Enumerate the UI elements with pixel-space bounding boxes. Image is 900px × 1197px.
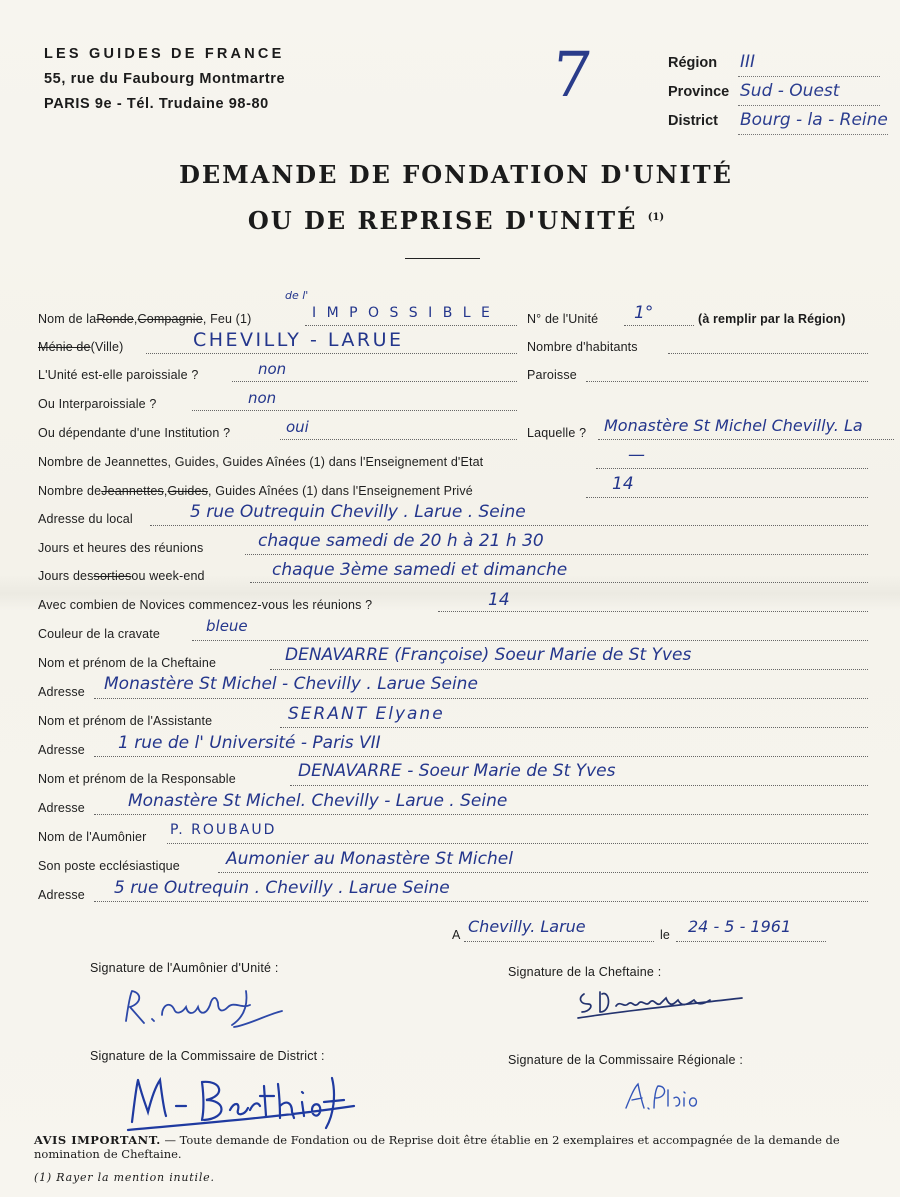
institution-value: oui [286,418,309,436]
field-label: Son poste ecclésiastique [38,859,180,873]
field-label: A [452,928,461,942]
dotted-line [232,381,517,382]
sig-label-regionale: Signature de la Commissaire Régionale : [508,1053,743,1067]
field-label: Nom et prénom de la Responsable [38,772,236,786]
dotted-line [167,843,868,844]
dotted-line [192,640,868,641]
field-label: Paroisse [527,368,577,382]
reunions-value: chaque samedi de 20 h à 21 h 30 [258,531,544,551]
dotted-line [586,497,868,498]
dotted-line [94,814,868,815]
dotted-line [668,353,868,354]
dotted-line [290,785,868,786]
assistante-adresse-value: 1 rue de l' Université - Paris VII [118,733,381,753]
title-divider [405,258,480,259]
field-paroisse [527,354,577,382]
province-value: Sud - Ouest [738,77,880,106]
date-value: 24 - 5 - 1961 [688,917,792,936]
field-label: L'Unité est-elle paroissiale ? [38,368,199,382]
aumonier-value: P. ROUBAUD [170,822,277,838]
dotted-line [438,611,868,612]
district-value: Bourg - la - Reine [738,106,888,135]
cheftaine-adresse-value: Monastère St Michel - Chevilly . Larue Seine [104,674,478,694]
field-note-region [698,298,846,326]
aumonier-signature [118,985,288,1031]
field-label: Couleur de la cravate [38,627,160,641]
paroissiale-value: non [258,360,287,378]
sorties-value: chaque 3ème samedi et dimanche [272,560,568,580]
dotted-line [305,325,517,326]
struck-option: Compagnie [137,312,203,326]
cravate-value: bleue [206,617,248,635]
unit-name-value: I M P O S S I B L E [312,305,493,321]
field-label: Ou dépendante d'une Institution ? [38,426,231,440]
field-label: Nombre de Jeannettes, Guides, Guides Aînées (1) dans l'Enseignement d'Etat [38,455,484,469]
field-paroissiale [38,354,198,382]
field-aumonier-adresse [38,874,85,902]
cheftaine-signature [570,982,750,1024]
dotted-line [150,525,868,526]
field-label: Nom et prénom de la Cheftaine [38,656,217,670]
field-label: Adresse [38,685,85,699]
org-city-phone: PARIS 9e - Tél. Trudaine 98-80 [44,96,269,112]
region-value: III [738,48,880,77]
aumonier-adresse-value: 5 rue Outrequin . Chevilly . Larue Seine [114,878,450,898]
important-notice [34,1133,864,1161]
field-label: Laquelle ? [527,426,587,440]
dotted-line [596,468,868,469]
sig-label-cheftaine: Signature de la Cheftaine : [508,965,662,979]
struck-option: sorties [93,569,132,583]
field-habitants [527,326,638,354]
field-label: Avec combien de Novices commencez-vous les réunions ? [38,598,373,612]
field-label: , [163,484,168,498]
prive-value: 14 [612,474,634,494]
org-name: LES GUIDES DE FRANCE [44,46,285,62]
field-label: Nom de l'Aumônier [38,830,147,844]
field-label: le [660,928,671,942]
field-label: Adresse du local [38,512,133,526]
dotted-line [146,353,517,354]
field-enseignement-prive [38,470,473,498]
unit-number-value: 1° [634,303,654,323]
field-label: Adresse [38,801,85,815]
sig-label-district: Signature de la Commissaire de District : [90,1049,325,1063]
dotted-line [270,669,868,670]
responsable-value: DENAVARRE - Soeur Marie de St Yves [298,761,616,781]
field-label: , Feu (1) [202,312,252,326]
province-label: Province [668,84,730,100]
responsable-adresse-value: Monastère St Michel. Chevilly - Larue . Seine [128,791,508,811]
field-responsable-adresse [38,787,85,815]
struck-option: Guides [167,484,208,498]
form-title-line2-text: OU DE REPRISE D'UNITÉ [247,206,638,235]
field-label: Jours et heures des réunions [38,541,204,555]
field-label: Nom de la [38,312,97,326]
struck-option: Ronde [96,312,134,326]
field-aumonier [38,816,146,844]
form-title-line2 [6,206,900,235]
lieu-value: Chevilly. Larue [468,917,586,936]
dotted-line [94,698,868,699]
district-signature [122,1066,372,1134]
field-ville [38,326,123,354]
laquelle-value: Monastère St Michel Chevilly. La [604,416,863,435]
etat-value: — [628,445,645,465]
assistante-value: SERANT Elyane [288,704,445,724]
field-label: (Ville) [90,340,124,354]
struck-option: Jeannettes [101,484,164,498]
field-cheftaine [38,642,216,670]
interparoissiale-value: non [248,389,277,407]
field-label: Jours des [38,569,94,583]
form-title-line1: DEMANDE DE FONDATION D'UNITÉ [179,160,733,189]
title-footnote-mark: (1) [647,212,665,223]
field-laquelle [527,412,586,440]
novices-value: 14 [488,590,510,610]
adresse-local-value: 5 rue Outrequin Chevilly . Larue . Seine [190,502,526,522]
footnote: (1) Rayer la mention inutile. [34,1171,215,1184]
field-label: Adresse [38,888,85,902]
sig-label-aumonier: Signature de l'Aumônier d'Unité : [90,961,279,975]
field-label: Adresse [38,743,85,757]
dotted-line [598,439,894,440]
dotted-line [586,381,868,382]
field-label: Nombre d'habitants [527,340,638,354]
cheftaine-value: DENAVARRE (Françoise) Soeur Marie de St Yves [285,645,692,665]
field-cheftaine-adresse [38,671,85,699]
dotted-line [218,872,868,873]
field-date [660,914,670,942]
dotted-line [464,941,654,942]
field-label: ou week-end [131,569,205,583]
region-label: Région [668,55,718,71]
field-label: , Guides Aînées (1) dans l'Enseignement Privé [208,484,473,498]
field-label: , [133,312,138,326]
field-sorties [38,555,205,583]
dotted-line [280,439,517,440]
field-label: Ou Interparoissiale ? [38,397,157,411]
field-institution [38,412,230,440]
struck-option: Ménie de [38,340,91,354]
dotted-line [245,554,868,555]
field-nom-unite [38,298,251,326]
region-block [668,48,888,135]
dotted-line [280,727,868,728]
field-poste [38,845,180,873]
org-address: 55, rue du Faubourg Montmartre [44,71,286,87]
field-label: Nombre de [38,484,102,498]
field-reunions [38,527,203,555]
dotted-line [94,756,868,757]
field-responsable [38,758,236,786]
notice-text: — Toute demande de Fondation ou de Reprise doit être établie en 2 exemplaires et accompagnée de la demande de nomination de Cheftaine. [34,1133,840,1161]
field-enseignement-etat [38,441,483,469]
dotted-line [676,941,826,942]
dotted-line [94,901,868,902]
dotted-line [250,582,868,583]
regionale-signature [620,1078,700,1114]
dotted-line [192,410,517,411]
inserted-text: de l' [285,289,309,302]
field-label: N° de l'Unité [527,312,599,326]
field-cravate [38,613,160,641]
organization-header [44,42,285,117]
district-label: District [668,113,718,129]
field-label: Nom et prénom de l'Assistante [38,714,213,728]
poste-value: Aumonier au Monastère St Michel [226,849,513,869]
city-value: CHEVILLY - LARUE [193,329,404,351]
field-interparoissiale [38,383,157,411]
field-assistante [38,700,212,728]
field-numero-unite [527,298,598,326]
field-adresse-local [38,498,133,526]
field-lieu [452,914,461,942]
field-assistante-adresse [38,729,85,757]
field-novices [38,584,372,612]
notice-heading: AVIS IMPORTANT. [34,1133,161,1147]
field-note: (à remplir par la Région) [698,312,846,326]
document-number: 7 [548,38,596,111]
